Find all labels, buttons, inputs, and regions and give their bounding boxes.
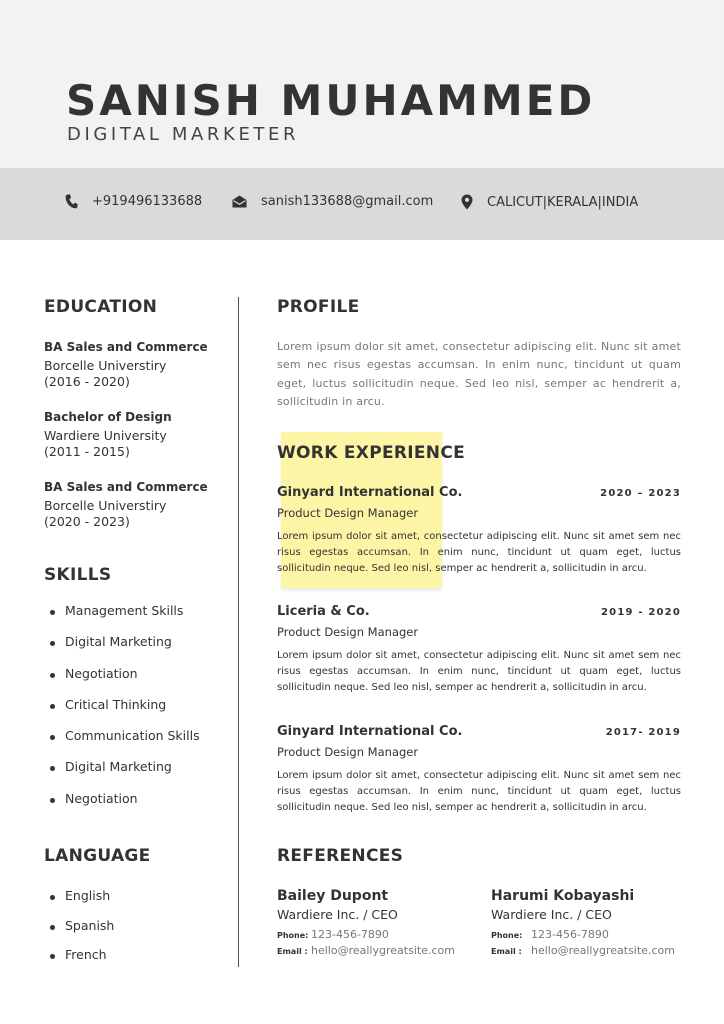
phone-label: Phone: <box>491 931 523 940</box>
header-band <box>0 0 724 168</box>
education-item <box>44 410 229 460</box>
reference-phone <box>277 928 477 941</box>
contact-phone[interactable] <box>65 194 202 209</box>
education-degree: Bachelor of Design <box>44 410 172 424</box>
job-years: 2017- 2019 <box>605 727 681 738</box>
education-school: Wardiere University <box>44 428 167 443</box>
education-years: (2016 - 2020) <box>44 374 130 389</box>
job-description: Lorem ipsum dolor sit amet, consectetur adipiscing elit. Nunc sit amet sem nec risus egestas accumsan. In enim nunc, tincidunt ut quam eget, luctus sollicitudin neque. Sed leo nisl, semper ac hendrerit a, sollicitudin in arcu. <box>277 531 681 575</box>
job-title: DIGITAL MARKETER <box>67 124 300 145</box>
job-description: Lorem ipsum dolor sit amet, consectetur adipiscing elit. Nunc sit amet sem nec risus egestas accumsan. In enim nunc, tincidunt ut quam eget, luctus sollicitudin neque. Sed leo nisl, semper ac hendrerit a, sollicitudin in arcu. <box>277 770 681 814</box>
reference-org: Wardiere Inc. / CEO <box>277 907 398 922</box>
email-label: Email : <box>277 947 308 956</box>
job-company: Ginyard International Co. <box>277 485 463 500</box>
list-item: Communication Skills <box>48 728 200 759</box>
education-item <box>44 480 229 530</box>
education-school: Borcelle Universtiry <box>44 358 167 373</box>
job-years: 2020 – 2023 <box>600 488 681 499</box>
profile-text: Lorem ipsum dolor sit amet, consectetur adipiscing elit. Nunc sit amet sem nec risus egestas accumsan. In enim nunc, tincidunt ut quam eget, luctus sollicitudin neque. Sed leo nisl, semper ac hendrerit a, sollicitudin in arcu. <box>277 340 681 408</box>
skills-list <box>48 603 200 822</box>
reference-phone-value: 123-456-7890 <box>311 928 389 941</box>
reference-phone <box>491 928 691 941</box>
reference-phone-value: 123-456-7890 <box>531 928 609 941</box>
list-item: Critical Thinking <box>48 697 200 728</box>
job-entry <box>277 724 681 817</box>
envelope-icon <box>232 195 247 208</box>
job-company: Liceria & Co. <box>277 604 370 619</box>
job-role: Product Design Manager <box>277 745 419 759</box>
reference-email-value[interactable]: hello@reallygreatsite.com <box>311 944 455 957</box>
list-item: Digital Marketing <box>48 634 200 665</box>
skills-heading: SKILLS <box>44 565 112 585</box>
job-role: Product Design Manager <box>277 625 419 639</box>
reference-card <box>491 888 691 957</box>
education-degree: BA Sales and Commerce <box>44 340 208 354</box>
email-label: Email : <box>491 947 522 956</box>
phone-icon <box>65 194 78 209</box>
column-divider <box>238 297 239 967</box>
reference-name: Bailey Dupont <box>277 888 389 904</box>
language-heading: LANGUAGE <box>44 846 151 866</box>
job-description: Lorem ipsum dolor sit amet, consectetur adipiscing elit. Nunc sit amet sem nec risus egestas accumsan. In enim nunc, tincidunt ut quam eget, luctus sollicitudin neque. Sed leo nisl, semper ac hendrerit a, sollicitudin in arcu. <box>277 650 681 694</box>
job-entry <box>277 604 681 697</box>
reference-name: Harumi Kobayashi <box>491 888 635 904</box>
reference-email <box>491 944 691 957</box>
education-years: (2011 - 2015) <box>44 444 130 459</box>
phone-label: Phone: <box>277 931 309 940</box>
contact-location-text: CALICUT|KERALA|INDIA <box>487 194 639 210</box>
job-role: Product Design Manager <box>277 506 419 520</box>
education-degree: BA Sales and Commerce <box>44 480 208 494</box>
contact-phone-text: +919496133688 <box>92 194 203 209</box>
job-years: 2019 - 2020 <box>601 607 681 618</box>
contact-email[interactable] <box>232 194 433 209</box>
list-item: Digital Marketing <box>48 759 200 790</box>
contact-email-text: sanish133688@gmail.com <box>261 194 434 209</box>
education-heading: EDUCATION <box>44 297 158 317</box>
reference-email-value[interactable]: hello@reallygreatsite.com <box>531 944 675 957</box>
job-company: Ginyard International Co. <box>277 724 463 739</box>
reference-email <box>277 944 477 957</box>
contact-bar <box>0 168 724 240</box>
contact-location <box>461 194 638 210</box>
list-item: English <box>48 888 114 918</box>
language-list <box>48 888 114 977</box>
reference-org: Wardiere Inc. / CEO <box>491 907 612 922</box>
map-pin-icon <box>461 194 473 210</box>
list-item: Negotiation <box>48 666 200 697</box>
education-years: (2020 - 2023) <box>44 514 130 529</box>
references-heading: REFERENCES <box>277 846 404 866</box>
profile-heading: PROFILE <box>277 297 360 317</box>
list-item: French <box>48 947 114 977</box>
education-item <box>44 340 229 390</box>
list-item: Management Skills <box>48 603 200 634</box>
reference-card <box>277 888 477 957</box>
job-entry <box>277 485 681 578</box>
person-name: SANISH MUHAMMED <box>66 76 596 125</box>
work-experience-heading: WORK EXPERIENCE <box>277 443 466 463</box>
list-item: Negotiation <box>48 791 200 822</box>
education-school: Borcelle Universtiry <box>44 498 167 513</box>
list-item: Spanish <box>48 918 114 948</box>
